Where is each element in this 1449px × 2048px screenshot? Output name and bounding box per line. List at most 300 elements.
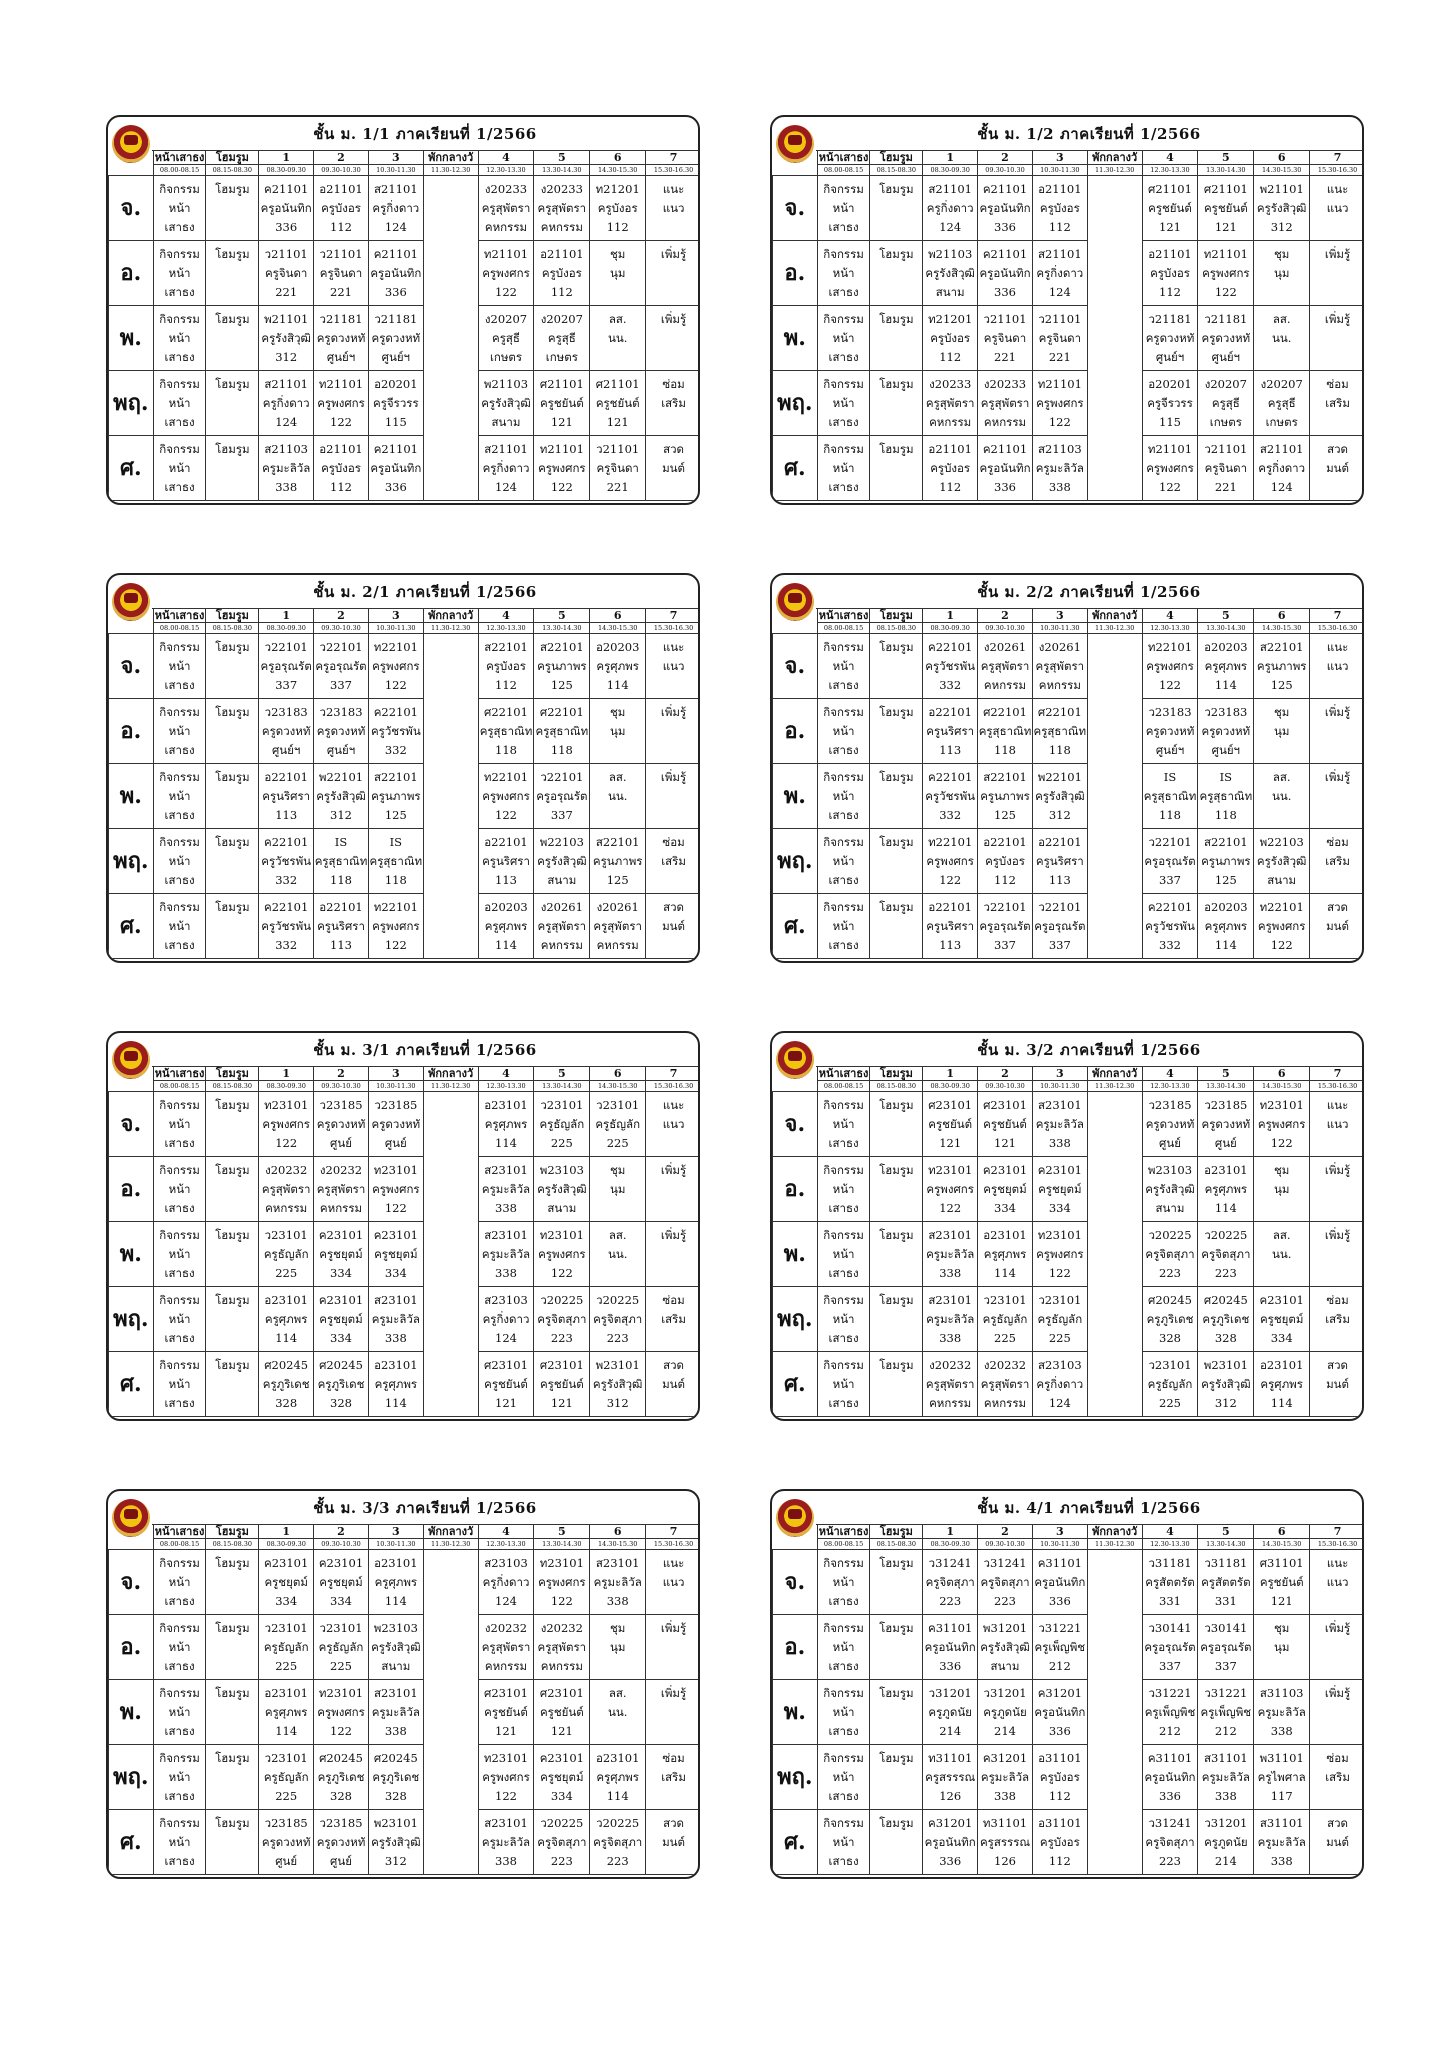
cell-line: อ20201 <box>1148 376 1192 391</box>
cell-line: หน้า <box>832 723 855 738</box>
card-title: ชั้น ม. 3/3 ภาคเรียนที่ 1/2566 <box>152 1491 698 1525</box>
cell-line: 336 <box>384 284 407 299</box>
cell-line: ครูอนันทิก <box>1034 1574 1086 1589</box>
cell-line: 113 <box>495 872 517 887</box>
schedule-cell <box>923 371 978 436</box>
cell-line <box>1254 348 1309 367</box>
cell-line: กิจกรรม <box>159 704 200 719</box>
cell-line: ครูชยันต์ <box>1259 1574 1304 1589</box>
schedule-cell <box>923 306 978 371</box>
period-time: 13.30-14.30 <box>534 1539 590 1550</box>
cell-line: เสาธง <box>828 1200 859 1215</box>
cell-line: เสริม <box>661 853 686 868</box>
cell-line: 113 <box>939 742 962 757</box>
cell-line: ท23101 <box>483 1750 529 1765</box>
cell-line: ศูนย์ฯ <box>326 742 356 757</box>
cell-line: ศ22101 <box>484 704 528 719</box>
cell-line <box>206 1592 258 1611</box>
schedule-cell <box>478 1615 534 1680</box>
cell-line: 225 <box>550 1135 573 1150</box>
cell-line <box>1310 741 1364 760</box>
cell-line <box>206 787 258 806</box>
cell-line: กิจกรรม <box>159 639 200 654</box>
cell-line: ค23101 <box>1037 1162 1082 1177</box>
cell-line: เสาธง <box>164 1593 195 1608</box>
period-header: 3 <box>368 609 423 623</box>
period-time: 08.15-08.30 <box>870 165 923 176</box>
cell-line: ส23101 <box>484 1815 528 1830</box>
schedule-cell <box>153 1222 206 1287</box>
schedule-cell <box>1254 1680 1310 1745</box>
schedule-cell <box>478 1550 534 1615</box>
cell-line: ศูนย์ฯ <box>1155 349 1185 364</box>
cell-line: นุม <box>1273 265 1290 280</box>
cell-line <box>590 1657 645 1676</box>
cell-line: โฮมรูม <box>879 1555 914 1570</box>
cell-line: เสาธง <box>828 349 859 364</box>
schedule-cell <box>153 306 206 371</box>
period-time: 08.15-08.30 <box>206 623 259 634</box>
schedule-cell <box>646 1550 700 1615</box>
cell-line: ครูสุธี <box>1267 395 1296 410</box>
period-header: 5 <box>534 151 590 165</box>
schedule-cell <box>534 1615 590 1680</box>
cell-line: ครูชยันต์ <box>1203 200 1248 215</box>
cell-line: ครูพงศกร <box>1036 1246 1084 1261</box>
day-label: พ. <box>109 764 154 829</box>
schedule-cell <box>1198 1287 1254 1352</box>
cell-line: ครูสุธาณิท <box>535 723 589 738</box>
schedule-cell <box>1310 1745 1364 1810</box>
cell-line: ครูพงศกร <box>1146 658 1194 673</box>
schedule-cell <box>478 829 534 894</box>
cell-line: เสาธง <box>164 1265 195 1280</box>
schedule-cell <box>590 1810 646 1875</box>
cell-line: นุม <box>609 265 626 280</box>
schedule-cell <box>1142 1287 1198 1352</box>
cell-line: ครูดวงหทั <box>261 1834 311 1849</box>
cell-line: ครูธัญลัก <box>263 1639 309 1654</box>
cell-line: ครูพงศกร <box>317 395 365 410</box>
cell-line: 124 <box>1270 479 1293 494</box>
schedule-table <box>108 608 700 959</box>
cell-line: 212 <box>1214 1723 1237 1738</box>
cell-line: ครูนภาพร <box>980 788 1030 803</box>
schedule-cell <box>259 634 314 699</box>
period-header: 3 <box>1032 609 1087 623</box>
period-time: 10.30-11.30 <box>1032 165 1087 176</box>
cell-line: เสาธง <box>164 414 195 429</box>
cell-line: 312 <box>384 1853 407 1868</box>
cell-line: อ20203 <box>484 899 528 914</box>
cell-line: 334 <box>1270 1330 1293 1345</box>
schedule-cell <box>314 699 369 764</box>
schedule-cell <box>817 764 870 829</box>
cell-line: กิจกรรม <box>823 246 864 261</box>
cell-line: 328 <box>1159 1330 1181 1345</box>
schedule-cell <box>1198 634 1254 699</box>
period-header: 7 <box>1310 151 1364 165</box>
cell-line <box>646 1638 700 1657</box>
cell-line: เสาธง <box>164 1135 195 1150</box>
cell-line <box>1310 1199 1364 1218</box>
cell-line: ค22101 <box>373 704 418 719</box>
cell-line <box>870 264 922 283</box>
cell-line: ว23183 <box>319 704 363 719</box>
cell-line <box>1310 787 1364 806</box>
cell-line: กิจกรรม <box>159 1162 200 1177</box>
schedule-cell <box>314 306 369 371</box>
schedule-cell <box>1032 764 1087 829</box>
period-time: 15.30-16.30 <box>1310 165 1364 176</box>
schedule-cell <box>153 634 206 699</box>
cell-line: มนต์ <box>662 1376 686 1391</box>
cell-line: ครูสุพัตรา <box>980 658 1030 673</box>
cell-line: เสริม <box>1325 1769 1350 1784</box>
cell-line: กิจกรรม <box>823 639 864 654</box>
day-label: พฤ. <box>773 1745 818 1810</box>
cell-line: ส23101 <box>1038 1097 1082 1112</box>
period-time: 12.30-13.30 <box>478 165 534 176</box>
cell-line: นน. <box>1271 788 1292 803</box>
cell-line: 122 <box>495 284 517 299</box>
schedule-cell <box>153 1810 206 1875</box>
cell-line: ลส. <box>608 769 627 784</box>
period-time: 08.15-08.30 <box>870 623 923 634</box>
cell-line: พ23103 <box>539 1162 584 1177</box>
cell-line: 126 <box>939 1788 962 1803</box>
schedule-cell <box>534 306 590 371</box>
schedule-cell <box>259 241 314 306</box>
cell-line: ว31201 <box>983 1685 1027 1700</box>
cell-line <box>206 1115 258 1134</box>
cell-line <box>206 199 258 218</box>
cell-line: 328 <box>330 1395 352 1410</box>
cell-line: ว23185 <box>319 1097 363 1112</box>
cell-line: ศ23101 <box>539 1685 584 1700</box>
day-label: พฤ. <box>109 1287 154 1352</box>
cell-line: แนว <box>1326 1116 1349 1131</box>
cell-line: ค22101 <box>928 639 973 654</box>
schedule-cell <box>153 1157 206 1222</box>
cell-line: ครูมะลิวัล <box>481 1181 531 1196</box>
cell-line: 112 <box>1048 219 1071 234</box>
period-header: 1 <box>259 609 314 623</box>
schedule-cell <box>1310 176 1364 241</box>
schedule-cell <box>1142 699 1198 764</box>
period-time: 08.30-09.30 <box>259 1081 314 1092</box>
cell-line: ครูรังสิวุฒิ <box>1201 1376 1251 1391</box>
cell-line: ครูบังอร <box>1039 200 1080 215</box>
cell-line: ครูสุพัตรา <box>316 1181 366 1196</box>
cell-line: ง20207 <box>1260 376 1303 391</box>
schedule-cell <box>1032 306 1087 371</box>
schedule-cell <box>368 1352 423 1417</box>
cell-line <box>206 1264 258 1283</box>
cell-line: 124 <box>939 219 962 234</box>
cell-line: โฮมรูม <box>215 1357 250 1372</box>
cell-line: ว22101 <box>1148 834 1192 849</box>
lunch-break-cell <box>1087 634 1142 959</box>
cell-line: ครูอรุณรัต <box>260 658 312 673</box>
cell-line: หน้า <box>168 788 191 803</box>
cell-line: ครูสุพัตรา <box>481 1639 531 1654</box>
cell-line: ครูสุธี <box>492 330 520 345</box>
timetable-card <box>106 573 700 963</box>
day-label: อ. <box>109 241 154 306</box>
cell-line: ว21181 <box>1204 311 1248 326</box>
cell-line: อ23101 <box>1204 1162 1248 1177</box>
cell-line: หน้า <box>168 1704 191 1719</box>
cell-line: เพิ่มรู้ <box>1324 311 1351 326</box>
schedule-cell <box>1142 1157 1198 1222</box>
timetable-card <box>106 115 700 505</box>
schedule-cell <box>206 699 259 764</box>
cell-line: 112 <box>1048 1788 1071 1803</box>
cell-line: เพิ่มรู้ <box>660 1620 687 1635</box>
schedule-cell <box>1032 1680 1087 1745</box>
day-label: พฤ. <box>109 1745 154 1810</box>
cell-line: ครูดวงหทั <box>1145 330 1195 345</box>
cell-line: 125 <box>1214 872 1237 887</box>
schedule-cell <box>478 1810 534 1875</box>
cell-line: กิจกรรม <box>159 1227 200 1242</box>
cell-line: เสาธง <box>828 1658 859 1673</box>
cell-line: ส23101 <box>928 1227 972 1242</box>
period-time: 11.30-12.30 <box>1087 165 1142 176</box>
period-time: 08.30-09.30 <box>923 1081 978 1092</box>
period-header: พักกลางวั <box>423 1525 478 1539</box>
period-time: 13.30-14.30 <box>534 1081 590 1092</box>
cell-line: โฮมรูม <box>879 769 914 784</box>
cell-line: ครูภูดนัย <box>983 1704 1027 1719</box>
schedule-cell <box>817 176 870 241</box>
period-header: หน้าเสาธง <box>818 150 869 164</box>
schedule-cell <box>1198 1157 1254 1222</box>
schedule-cell <box>923 176 978 241</box>
schedule-cell <box>1254 1092 1310 1157</box>
cell-line: กิจกรรม <box>823 1292 864 1307</box>
cell-line: เพิ่มรู้ <box>660 769 687 784</box>
cell-line: 328 <box>330 1788 352 1803</box>
cell-line: เสาธง <box>828 1853 859 1868</box>
cell-line: 121 <box>550 1395 573 1410</box>
schedule-cell <box>259 1287 314 1352</box>
schedule-cell <box>923 1352 978 1417</box>
schedule-cell <box>1310 1810 1364 1875</box>
cell-line <box>206 1310 258 1329</box>
schedule-cell <box>1142 1745 1198 1810</box>
cell-line <box>870 1115 922 1134</box>
cell-line: 122 <box>495 1788 517 1803</box>
cell-line: ครูวัชรพัน <box>1145 918 1195 933</box>
cell-line: 336 <box>275 219 298 234</box>
cell-line: โฮมรูม <box>215 376 250 391</box>
schedule-cell <box>368 1157 423 1222</box>
cell-line <box>1310 413 1364 432</box>
period-header: 1 <box>259 1067 314 1081</box>
cell-line <box>870 787 922 806</box>
schedule-cell <box>478 634 534 699</box>
cell-line: นน. <box>607 1246 628 1261</box>
cell-line: โฮมรูม <box>215 1292 250 1307</box>
schedule-cell <box>534 894 590 959</box>
cell-line: ค23101 <box>373 1227 418 1242</box>
schedule-cell <box>646 1157 700 1222</box>
cell-line: ครูรังสิวุฒิ <box>1256 853 1307 868</box>
cell-line: ง20261 <box>596 899 639 914</box>
cell-line: หน้า <box>168 1639 191 1654</box>
cell-line: นน. <box>1271 330 1292 345</box>
cell-line: กิจกรรม <box>823 311 864 326</box>
cell-line: 121 <box>495 1395 517 1410</box>
cell-line: ครูกิ่งดาว <box>482 1574 530 1589</box>
cell-line: โฮมรูม <box>879 1227 914 1242</box>
period-header: 1 <box>923 151 978 165</box>
schedule-cell <box>817 1745 870 1810</box>
cell-line <box>870 199 922 218</box>
cell-line: ครูชยุตม์ <box>264 1574 308 1589</box>
cell-line: 114 <box>384 1593 407 1608</box>
schedule-cell <box>1254 699 1310 764</box>
schedule-cell <box>590 1615 646 1680</box>
cell-line: เสาธง <box>828 1723 859 1738</box>
cell-line: อ21101 <box>319 441 363 456</box>
cell-line: ท22101 <box>483 769 529 784</box>
cell-line: 225 <box>275 1265 298 1280</box>
cell-line: สวด <box>663 1815 685 1830</box>
cell-line: 114 <box>994 1265 1016 1280</box>
schedule-cell <box>1198 1550 1254 1615</box>
cell-line: ว23101 <box>264 1750 308 1765</box>
cell-line: ครูจินดา <box>264 265 308 280</box>
cell-line: ง20207 <box>1204 376 1247 391</box>
cell-line <box>206 478 258 497</box>
schedule-cell <box>153 241 206 306</box>
period-time: 14.30-15.30 <box>590 1539 646 1550</box>
cell-line <box>870 741 922 760</box>
cell-line: อ21101 <box>1148 246 1192 261</box>
cell-line: ครูบังอร <box>321 200 361 215</box>
cell-line: 113 <box>939 937 962 952</box>
cell-line: ครูชยันต์ <box>1148 200 1192 215</box>
cell-line: 214 <box>994 1723 1016 1738</box>
schedule-cell <box>1310 829 1364 894</box>
schedule-cell <box>590 829 646 894</box>
schedule-cell <box>206 1810 259 1875</box>
cell-line: 221 <box>1048 349 1071 364</box>
cell-line: เพิ่มรู้ <box>660 1685 687 1700</box>
cell-line <box>646 1703 700 1722</box>
schedule-table <box>772 1066 1364 1417</box>
cell-line: อ22101 <box>264 769 308 784</box>
cell-line <box>206 1245 258 1264</box>
cell-line: 338 <box>384 1330 407 1345</box>
cell-line: ว23101 <box>1148 1357 1192 1372</box>
schedule-cell <box>646 176 700 241</box>
schedule-cell <box>1310 1287 1364 1352</box>
cell-line: ครูมะลิวัล <box>481 1834 531 1849</box>
schedule-cell <box>314 1615 369 1680</box>
cell-line: ครูภูริเดช <box>317 1376 365 1391</box>
cell-line: ส23101 <box>484 1227 528 1242</box>
schedule-cell <box>314 764 369 829</box>
period-header: 7 <box>1310 1525 1364 1539</box>
cell-line: พ23101 <box>373 1815 418 1830</box>
day-label: อ. <box>773 241 818 306</box>
day-label: ศ. <box>109 1810 154 1875</box>
period-header: หน้าเสาธง <box>154 150 205 164</box>
cell-line <box>870 917 922 936</box>
cell-line: อ22101 <box>928 704 972 719</box>
cell-line: หน้า <box>832 1246 855 1261</box>
cell-line: ครูพงศกร <box>1146 460 1194 475</box>
cell-line: พ31201 <box>982 1620 1028 1635</box>
cell-line: ส21101 <box>374 181 418 196</box>
cell-line <box>206 676 258 695</box>
cell-line: ง20232 <box>540 1620 583 1635</box>
period-time: 08.30-09.30 <box>259 623 314 634</box>
cell-line: ศ21101 <box>539 376 584 391</box>
period-header: 4 <box>1142 609 1198 623</box>
cell-line: ศูนย์ฯ <box>1211 349 1241 364</box>
day-label: พฤ. <box>773 1287 818 1352</box>
cell-line: อ23101 <box>374 1555 418 1570</box>
cell-line: ครูอนันทิก <box>260 200 312 215</box>
schedule-cell <box>1032 1092 1087 1157</box>
cell-line: ครูจิตสุภา <box>980 1574 1030 1589</box>
cell-line <box>590 283 645 302</box>
day-label: จ. <box>109 634 154 699</box>
schedule-cell <box>534 764 590 829</box>
schedule-cell <box>923 1745 978 1810</box>
cell-line: ครูพงศกร <box>482 788 530 803</box>
cell-line: หน้า <box>832 1181 855 1196</box>
schedule-cell <box>1310 306 1364 371</box>
schedule-cell <box>646 436 700 501</box>
cell-line: กิจกรรม <box>159 1750 200 1765</box>
schedule-cell <box>478 176 534 241</box>
cell-line: สนาม <box>1267 872 1297 887</box>
cell-line <box>646 413 700 432</box>
cell-line: เพิ่มรู้ <box>1324 1227 1351 1242</box>
period-header: 7 <box>646 1067 700 1081</box>
cell-line: เกษตร <box>545 349 578 364</box>
schedule-cell <box>534 371 590 436</box>
cell-line: ครูพงศกร <box>1036 395 1084 410</box>
schedule-cell <box>206 829 259 894</box>
cell-line: เสริม <box>1325 853 1350 868</box>
schedule-cell <box>978 176 1033 241</box>
period-header: 5 <box>1198 1067 1254 1081</box>
period-header: พักกลางวั <box>1087 609 1142 623</box>
cell-line <box>206 657 258 676</box>
cell-line: 122 <box>1048 414 1071 429</box>
schedule-cell <box>817 894 870 959</box>
cell-line <box>1310 676 1364 695</box>
period-time: 11.30-12.30 <box>1087 1081 1142 1092</box>
cell-line: นน. <box>607 788 628 803</box>
cell-line: ครูสุธาณิท <box>1033 723 1087 738</box>
cell-line: ค31201 <box>1037 1685 1082 1700</box>
schedule-cell <box>1142 1810 1198 1875</box>
schedule-cell <box>314 1810 369 1875</box>
cell-line: ครูนริศรา <box>926 918 975 933</box>
period-time: 12.30-13.30 <box>1142 1539 1198 1550</box>
cell-line: ชุม <box>1273 246 1290 261</box>
cell-line: ครูจินดา <box>1204 460 1248 475</box>
cell-line: ครูสุธี <box>547 330 576 345</box>
